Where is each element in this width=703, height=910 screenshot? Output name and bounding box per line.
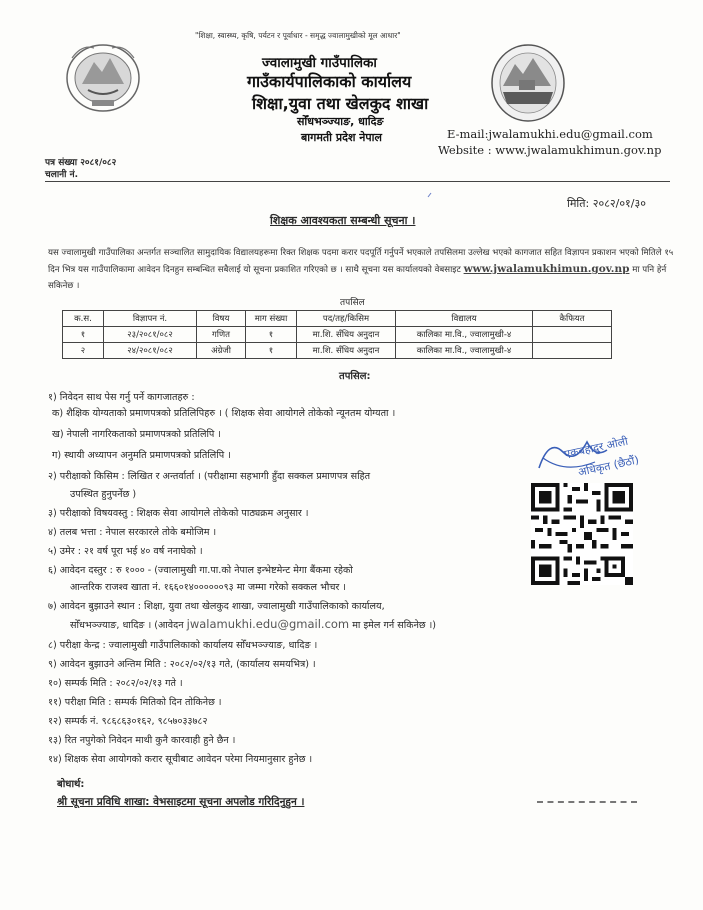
detail-line: क) शैक्षिक योग्यताको प्रमाणपत्रको प्रतिलिपिहरु । ( शिक्षक सेवा आयोगले तोकेको न्यूनतम योग्यता ।: [52, 408, 396, 419]
notice-title: शिक्षक आवश्यकता सम्बन्धी सूचना ।: [270, 214, 416, 227]
detail-line: १) निवेदन साथ पेस गर्नु पर्ने कागजातहरु :: [48, 392, 195, 403]
header-cell: पद/तह/किसिम: [297, 311, 396, 327]
section-name: शिक्षा,युवा तथा खेलकुद शाखा: [252, 94, 429, 113]
table-cell: कालिका मा.वि., ज्वालामुखी-४: [396, 343, 533, 359]
detail-line: १०) सम्पर्क मिति : २०८२/०२/१३ गते ।: [48, 678, 183, 689]
detail-line: ग) स्थायी अध्यापन अनुमति प्रमाणपत्रको प्रतिलिपि ।: [52, 450, 231, 461]
office-address: सोँधभञ्ज्याङ, धादिङ: [297, 115, 384, 128]
detail-line: उपस्थित हुनुपर्नेछ ): [70, 489, 137, 500]
header-cell: कैफियत: [533, 311, 612, 327]
header-divider: [45, 181, 670, 182]
nepal-emblem-icon: [62, 38, 144, 114]
detail-line: ५) उमेर : २१ वर्ष पूरा भई ४० वर्ष ननाघेको ।: [48, 546, 203, 557]
detail-line: ६) आवेदन दस्तुर : रु १००० - (ज्वालामुखी गा.पा.को नेपाल इन्भेष्टमेन्ट मेगा बैंकमा रहेको: [48, 565, 353, 576]
detail-line: ११) परीक्षा मिति : सम्पर्क मितिको दिन तोकिनेछ ।: [48, 697, 222, 708]
contact-website: Website : www.jwalamukhimun.gov.np: [438, 143, 662, 157]
table-cell: १: [246, 343, 297, 359]
table-cell: [533, 327, 612, 343]
intro-text: यस ज्वालामुखी गाउँपालिका अन्तर्गत सञ्चालित सामुदायिक विद्यालयहरूमा रिक्त शिक्षक पदमा करार पदपूर्ति गर्नुपर्ने भएकाले तपसिलमा उल्लेख भएको कागजात सहित विज्ञापन प्रकाशन भएको मितिले १५ दिन भित्र यस गाउँपालिकामा आवेदन दिनहुन सम्बन्धित सबैलाई यो सूचना प्रकाशित गरिएको छ । साथै सूचना यस कार्यालयको वेबसाइट: [48, 248, 674, 275]
detail-line: २) परीक्षाको किसिम : लिखित र अन्तर्वार्ता । (परीक्षामा सहभागी हुँदा सक्कल प्रमाणपत्र सहित: [48, 471, 371, 482]
table-cell: [533, 343, 612, 359]
copy-to-label: बोधार्थ:: [57, 779, 85, 790]
table-cell: २: [63, 343, 104, 359]
detail-line: ७) आवेदन बुझाउने स्थान : शिक्षा, युवा तथा खेलकुद शाखा, ज्वालामुखी गाउँपालिकाको कार्यालय,: [48, 601, 385, 612]
table-cell: २४/२०८१/०८२: [104, 343, 197, 359]
intro-text-end: मा पनि हेर्न सकिनेछ ।: [48, 265, 667, 291]
table-cell: गणित: [197, 327, 246, 343]
contact-email: E-mail:jwalamukhi.edu@gmail.com: [447, 127, 653, 141]
table-header-row: [63, 311, 612, 327]
header-cell: विषय: [197, 311, 246, 327]
municipality-logo-icon: [489, 42, 567, 124]
detail-line: १३) रित नपुगेको निवेदन माथी कुनै कारवाही हुने छैन ।: [48, 735, 236, 746]
detail-text: मा इमेल गर्न सकिनेछ ।): [352, 620, 437, 631]
motto: "शिक्षा, स्वास्थ्य, कृषि, पर्यटन र पूर्वाधार - समृद्ध ज्वालामुखीको मूल आधार": [195, 31, 401, 40]
detail-line: ९) आवेदन बुझाउने अन्तिम मिति : २०८२/०२/१३ गते, (कार्यालय समयभित्र) ।: [48, 659, 316, 670]
signature-role: अधिकृत (छैठौं): [576, 453, 641, 479]
table-cell: १: [246, 327, 297, 343]
dispatch-number: चलानी नं.: [45, 170, 79, 180]
header-cell: विज्ञापन नं.: [104, 311, 197, 327]
office-name: गाउँकार्यपालिकाको कार्यालय: [247, 72, 412, 91]
detail-line: ३) परीक्षाको विषयवस्तु : शिक्षक सेवा आयोगले तोकेको पाठ्यक्रम अनुसार ।: [48, 508, 309, 519]
signature-stamp: [535, 428, 685, 484]
detail-line: १२) सम्पर्क नं. ९८६८६३०१६२, ९८५७०३३७८२: [48, 716, 208, 727]
detail-line: [70, 617, 436, 631]
table-cell: १: [63, 327, 104, 343]
header-cell: क.स.: [63, 311, 104, 327]
detail-line: १४) शिक्षक सेवा आयोगको करार सूचीबाट आवेदन परेमा नियमानुसार हुनेछ ।: [48, 754, 313, 765]
copy-to-line: श्री सूचना प्रविधि शाखा: वेभसाइटमा सूचना अपलोड गरिदिनुहुन ।: [57, 796, 305, 808]
province-name: बागमती प्रदेश नेपाल: [301, 131, 382, 144]
table-cell: २३/२०८१/०८२: [104, 327, 197, 343]
email-link[interactable]: jwalamukhi.edu@gmail.com: [186, 617, 350, 631]
ink-mark: [427, 192, 433, 198]
qr-code-icon[interactable]: [531, 481, 633, 587]
table-cell: कालिका मा.वि., ज्वालामुखी-४: [396, 327, 533, 343]
municipality-name: ज्वालामुखी गाउँपालिका: [262, 55, 377, 71]
vacancy-table: [62, 310, 612, 359]
detail-line: ४) तलब भत्ता : नेपाल सरकारले तोके बमोजिम ।: [48, 527, 217, 538]
table-cell: मा.शि. सँधिय अनुदान: [297, 343, 396, 359]
table-caption: तपसिल: [340, 298, 365, 308]
header-cell: माग संख्या: [246, 311, 297, 327]
notice-date: मिति: २०८२/०१/३०: [567, 197, 646, 210]
detail-line: ख) नेपाली नागरिकताको प्रमाणपत्रको प्रतिलिपि ।: [52, 429, 222, 440]
table-cell: मा.शि. सँधिय अनुदान: [297, 327, 396, 343]
signature-name: एकबहादुर ओली: [562, 434, 630, 461]
intro-paragraph: [48, 245, 678, 294]
details-caption: तपसिल:: [339, 371, 371, 382]
signature-dash: [537, 801, 637, 804]
header-cell: विद्यालय: [396, 311, 533, 327]
detail-line: ८) परीक्षा केन्द्र : ज्वालामुखी गाउँपालिकाको कार्यालय सोँधभञ्ज्याङ, धादिङ ।: [48, 640, 318, 651]
website-link[interactable]: www.jwalamukhimun.gov.np: [463, 263, 630, 275]
detail-text: सोँधभञ्ज्याङ, धादिङ । (आवेदन: [70, 620, 184, 631]
table-row: [63, 343, 612, 359]
detail-line: आन्तरिक राजश्व खाता नं. १६६०१४००००००९३ मा जम्मा गरेको सक्कल भौचर ।: [70, 582, 347, 593]
table-row: [63, 327, 612, 343]
table-cell: अंग्रेजी: [197, 343, 246, 359]
letter-number: पत्र संख्या २०८१/०८२: [45, 158, 117, 168]
